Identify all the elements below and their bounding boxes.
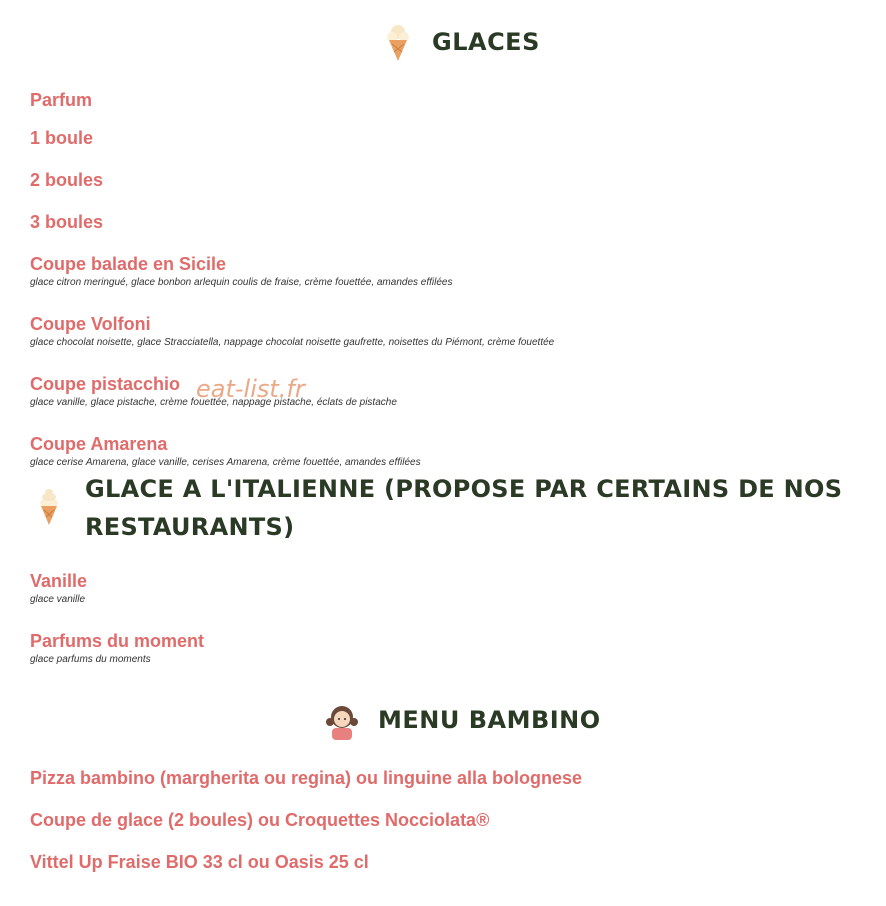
item-name: Vanille xyxy=(30,571,88,591)
list-item xyxy=(30,768,582,788)
list-item xyxy=(30,314,554,349)
section-title xyxy=(85,470,842,546)
ice-cream-icon xyxy=(386,22,410,62)
list-item xyxy=(30,810,489,830)
item-name: Coupe Amarena xyxy=(30,434,168,454)
item-description: glace chocolat noisette, glace Stracciatella, nappage chocolat noisette gaufrette, noisettes du Piémont, crème fouettée xyxy=(30,337,555,348)
item-description: glace cerise Amarena, glace vanille, cerises Amarena, crème fouettée, amandes effilées xyxy=(30,457,421,468)
item-description: glace vanille, glace pistache, crème fouettée, nappage pistache, éclats de pistache xyxy=(30,397,397,408)
item-description: glace vanille xyxy=(30,594,86,605)
list-item xyxy=(30,571,87,606)
list-item xyxy=(30,852,369,872)
section-title-line2: RESTAURANTS) xyxy=(85,513,295,541)
item-name: Coupe balade en Sicile xyxy=(30,254,227,274)
item-name: Coupe Volfoni xyxy=(30,314,151,334)
italienne-heading xyxy=(85,470,842,546)
item-name: 1 boule xyxy=(30,128,94,148)
list-item xyxy=(30,212,103,232)
glaces-heading xyxy=(386,22,540,62)
item-description: glace parfums du moments xyxy=(30,654,151,665)
item-name: Pizza bambino (margherita ou regina) ou linguine alla bolognese xyxy=(30,768,583,788)
list-item xyxy=(30,128,93,148)
watermark: eat-list.fr xyxy=(196,375,305,403)
item-name: 3 boules xyxy=(30,212,104,232)
list-item xyxy=(30,90,92,110)
item-name: 2 boules xyxy=(30,170,104,190)
list-item xyxy=(30,631,204,666)
item-name: Parfums du moment xyxy=(30,631,205,651)
section-title: MENU BAMBINO xyxy=(378,706,601,734)
soft-serve-icon xyxy=(38,486,60,526)
girl-avatar-icon xyxy=(326,700,358,740)
item-description: glace citron meringué, glace bonbon arlequin coulis de fraise, crème fouettée, amandes effilées xyxy=(30,277,453,288)
item-name: Coupe pistacchio xyxy=(30,374,181,394)
bambino-heading xyxy=(326,700,601,740)
page-title: GLACES xyxy=(432,28,540,56)
list-item xyxy=(30,254,452,289)
item-name: Vittel Up Fraise BIO 33 cl ou Oasis 25 cl xyxy=(30,852,369,872)
item-name: Coupe de glace (2 boules) ou Croquettes Nocciolata® xyxy=(30,810,490,830)
list-item xyxy=(30,434,421,469)
item-name: Parfum xyxy=(30,90,93,110)
section-title-line1: GLACE A L'ITALIENNE (PROPOSE PAR CERTAINS DE NOS xyxy=(85,475,843,503)
list-item xyxy=(30,170,103,190)
